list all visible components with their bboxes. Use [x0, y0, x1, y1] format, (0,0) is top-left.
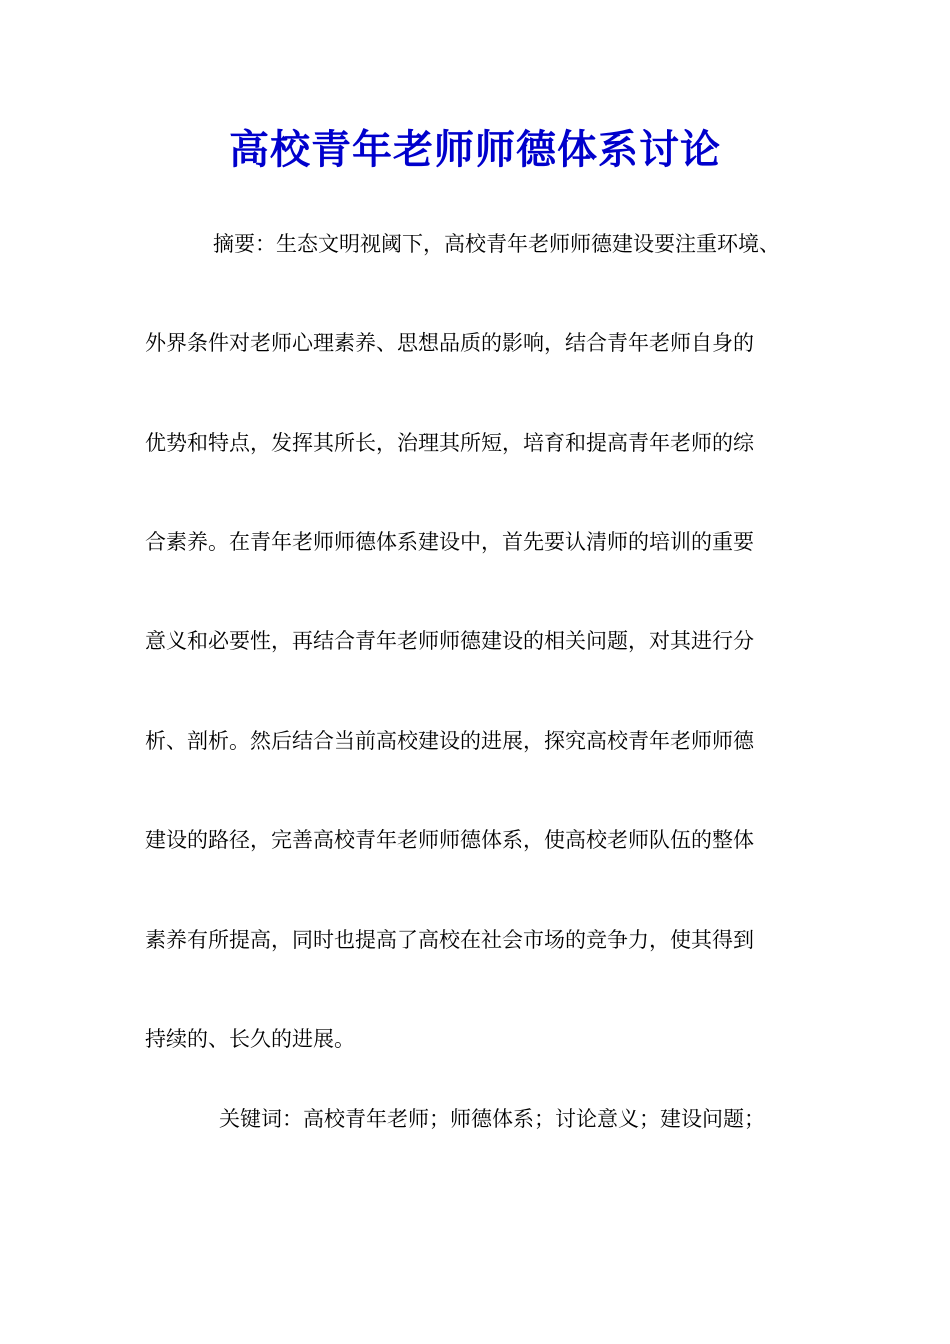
keywords-line: 关键词：高校青年老师；师德体系；讨论意义；建设问题； [219, 1107, 765, 1131]
abstract-line: 析、剖析。然后结合当前高校建设的进展，探究高校青年老师师德 [145, 729, 754, 753]
abstract-line: 外界条件对老师心理素养、思想品质的影响，结合青年老师自身的 [145, 331, 754, 355]
abstract-line: 合素养。在青年老师师德体系建设中，首先要认清师的培训的重要 [145, 530, 754, 554]
document-title: 高校青年老师师德体系讨论 [229, 126, 721, 173]
abstract-line: 优势和特点，发挥其所长，治理其所短，培育和提高青年老师的综 [145, 431, 754, 455]
abstract-line: 意义和必要性，再结合青年老师师德建设的相关问题，对其进行分 [145, 629, 754, 653]
abstract-line: 摘要：生态文明视阈下，高校青年老师师德建设要注重环境、 [213, 232, 780, 256]
abstract-line: 素养有所提高，同时也提高了高校在社会市场的竞争力，使其得到 [145, 928, 754, 952]
abstract-line: 持续的、长久的进展。 [145, 1027, 355, 1051]
abstract-line: 建设的路径，完善高校青年老师师德体系，使高校老师队伍的整体 [145, 828, 754, 852]
